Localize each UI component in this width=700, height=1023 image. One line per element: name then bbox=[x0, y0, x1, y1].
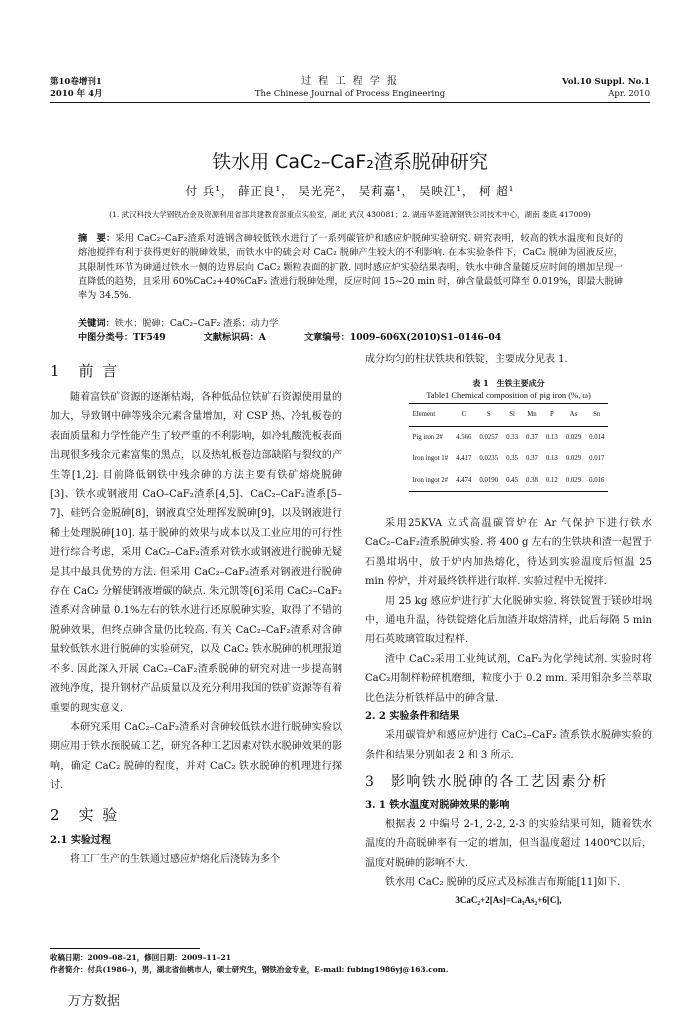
table-1-cell: 0.017 bbox=[589, 455, 605, 463]
table-1-cell: 4.474 bbox=[452, 470, 475, 492]
header-volume-cn: 第10卷增刊1 bbox=[50, 77, 102, 87]
table-1-cell: 4.566 bbox=[456, 433, 472, 441]
table-1 bbox=[409, 403, 609, 492]
header-volume-en: Vol.10 Suppl. No.1 bbox=[562, 77, 650, 87]
table-1-cell: 0.12 bbox=[542, 470, 562, 492]
footnote-received: 收稿日期：2009–08–21，修回日期：2009–11–21 bbox=[50, 953, 231, 962]
right-column bbox=[365, 350, 652, 907]
paragraph-reagents: 渣中 CaC₂采用工业纯试剂，CaF₂为化学纯试剂. 实验时将 CaC₂用制样粉碎机磨细，粒度小于 0.2 mm. 采用钼杂多兰萃取比色法分析铁样品中的砷含量. bbox=[365, 653, 652, 704]
table-1-row bbox=[409, 448, 609, 469]
table-1-header-cell: Si bbox=[502, 404, 522, 426]
authors: 付 兵¹， 薛正良¹， 吴光亮²， 吴莉嘉¹， 吴映江¹， 柯 超¹ bbox=[185, 184, 515, 198]
section-3-1-title: 3. 1 铁水温度对脱砷效果的影响 bbox=[365, 799, 510, 811]
section-1-paragraph-1: 随着富铁矿资源的逐渐枯竭，各种低品位铁矿石资源使用量的加大，导致钢中砷等残余元素含量增加，对 CSP 热、冷轧板卷的表面质量和力学性能产生了较严重的不利影响，如冷轧酸洗板表面出现很多残余元素富集的黑点，以及热轧板卷边部缺陷与裂纹的产生等[1,2]. 目前降低钢铁中残余砷的方法主要有铁矿熔烧脱砷[3]、铁水或钢液用 CaO–CaF₂渣系[4,5]、CaC₂–CaF₂渣系[5–7]、硅钙合金脱砷[8]，钢液真空处理挥发脱砷[9]，以及钢液进行稀土处理脱砷[10]. 基于脱砷的效果与成本以及工业应用的可行性进行综合考虑，采用 CaC₂–CaF₂渣系对铁水或钢液进行脱砷无疑是其中最具优势的方法. 但采用 CaC₂–CaF₂渣系对钢液进行脱砷存在 CaC₂ 分解使钢液增碳的缺点. 朱元凯等[6]采用 CaC₂–CaF₂渣系对含砷量 0.1%左右的铁水进行还原脱砷实验，取得了不错的脱砷效果，但终点砷含量仍比较高. 有关 CaC₂–CaF₂渣系对含砷量较低铁水进行脱砷的实验研究，以及 CaC₂ 铁水脱砷的机理报道不多. 因此深入开展 CaC₂–CaF₂渣系脱砷的研究对进一步提高钢液纯净度，提升钢材产品质量以及充分利用我国的铁矿资源等有着重要的现实意义. bbox=[50, 392, 342, 714]
table-1-cell: Pig iron 2# bbox=[412, 433, 443, 441]
table-1-header-row bbox=[409, 404, 609, 426]
table-1-cell: 0.37 bbox=[526, 455, 538, 463]
table-1-header-cell: S bbox=[475, 404, 502, 426]
table-1-cell: 0.0190 bbox=[475, 470, 502, 492]
paragraph-carbon-tube-furnace: 采用25KVA 立式高温碳管炉在 Ar 气保护下进行铁水 CaC₂–CaF₂渣系脱砷实验. 将 400 g 左右的生铁块和渣一起置于石墨坩埚中，放于炉内加热熔化，待达到实验温度后恒温 25 min 停炉，并对最终铁样进行取样. 实验过程中无搅拌. bbox=[365, 518, 652, 588]
table-1-cell: Iron ingot 1# bbox=[412, 455, 449, 463]
table-1-cell: 0.014 bbox=[589, 433, 605, 441]
table-1-cell: 0.029 bbox=[565, 433, 582, 441]
clc-number: 中图分类号：TF549 bbox=[78, 332, 166, 343]
table-1-cell: 0.029 bbox=[565, 455, 582, 463]
keywords-label: 关键词： bbox=[78, 318, 115, 329]
left-column bbox=[50, 360, 342, 869]
table-1-cell: 0.0235 bbox=[479, 455, 499, 463]
table-1-header-cell: Element bbox=[409, 404, 453, 426]
table-1-cell: 0.016 bbox=[585, 470, 608, 492]
table-1-title-en: Table1 Chemical composition of pig iron (%, ω) bbox=[426, 390, 591, 401]
section-1-paragraph-2: 本研究采用 CaC₂–CaF₂渣系对含砷较低铁水进行脱砷实验以期应用于铁水预脱硫工艺，研究各种工艺因素对铁水脱砷效果的影响，确定 CaC₂ 脱砷的程度，并对 CaC₂ 铁水脱砷的机理进行探讨. bbox=[50, 721, 342, 792]
equation-1: 3CaC₂+2[As]=Ca₃As₂+6[C], bbox=[455, 894, 562, 905]
table-1-cell: 0.37 bbox=[526, 433, 538, 441]
paragraph-conditions: 采用碳管炉和感应炉进行 CaC₂–CaF₂ 渣系铁水脱砷实验的条件和结果分别如表 2 和 3 所示. bbox=[365, 730, 652, 761]
table-1-cell: 0.33 bbox=[506, 433, 518, 441]
paragraph-reaction: 铁水用 CaC₂ 脱砷的反应式及标准吉布斯能[11]如下. bbox=[385, 877, 621, 889]
table-1-cell: 0.13 bbox=[545, 433, 558, 441]
section-2-1-title: 2.1 实验过程 bbox=[50, 834, 111, 846]
table-1-header-cell: As bbox=[562, 404, 585, 426]
paragraph-induction-furnace: 用 25 kg 感应炉进行扩大化脱砷实验. 将铁锭置于镁砂坩埚中，通电升温，待铁锭熔化后加渣并取熔清样，此后每隔 5 min 用石英玻璃管取过程样. bbox=[365, 595, 652, 646]
header-journal-cn: 过 程 工 程 学 报 bbox=[301, 76, 399, 87]
table-1-cell: 0.35 bbox=[506, 455, 518, 463]
table-1-cell: 0.38 bbox=[522, 470, 542, 492]
section-2-title: 2 实 验 bbox=[50, 805, 120, 824]
table-1-cell: 0.45 bbox=[502, 470, 522, 492]
table-1-row bbox=[409, 426, 609, 448]
table-1-row bbox=[409, 470, 609, 492]
table-1-header-cell: Mn bbox=[522, 404, 542, 426]
section-2-1-paragraph: 将工厂生产的生铁通过感应炉熔化后浇铸为多个 bbox=[70, 853, 280, 865]
paragraph-temperature-effect: 根据表 2 中编号 2-1, 2-2, 2-3 的实验结果可知，随着铁水温度的升高脱砷率有一定的增加，但当温度超过 1400℃以后，温度对脱砷的影响不大. bbox=[365, 818, 652, 869]
table-1-title-cn: 表 1 生铁主要成分 bbox=[472, 378, 545, 389]
abstract bbox=[78, 232, 623, 303]
table-1-cell: 0.13 bbox=[545, 455, 558, 463]
table-1-header-cell: C bbox=[452, 404, 475, 426]
classification bbox=[78, 331, 623, 345]
watermark-wanfang: 万方数据 bbox=[68, 994, 121, 1009]
keywords bbox=[78, 317, 623, 331]
abstract-label: 摘 要： bbox=[78, 233, 116, 244]
article-number: 文章编号：1009–606X(2010)S1–0146–04 bbox=[303, 332, 502, 343]
table-1-cell: Iron ingot 2# bbox=[409, 470, 453, 492]
footnote-author-bio: 作者简介：付兵(1986–)，男，湖北省仙桃市人，硕士研究生，钢铁冶金专业，E-mail: fubing1986yj@163.com. bbox=[50, 965, 449, 974]
footnote-rule bbox=[50, 948, 200, 949]
section-3-title: 3 影响铁水脱砷的各工艺因素分析 bbox=[365, 773, 608, 790]
header-date-en: Apr. 2010 bbox=[608, 89, 650, 99]
document-code: 文献标识码：A bbox=[203, 332, 266, 343]
header-date-cn: 2010 年 4月 bbox=[50, 89, 103, 99]
continued-paragraph: 成分均匀的柱状铁块和铁锭，主要成分见表 1. bbox=[365, 354, 568, 365]
paper-title: 铁水用 CaC₂–CaF₂渣系脱砷研究 bbox=[212, 151, 488, 173]
table-1-cell: 0.0257 bbox=[479, 433, 499, 441]
header-rule bbox=[50, 102, 650, 103]
keywords-text: 铁水；脱砷；CaC₂–CaF₂ 渣系；动力学 bbox=[114, 318, 279, 329]
table-1-cell: 4.417 bbox=[456, 455, 472, 463]
header-journal-en: The Chinese Journal of Process Engineering bbox=[254, 89, 446, 99]
abstract-text: 采用 CaC₂–CaF₂渣系对涟钢含砷较低铁水进行了一系列碳管炉和感应炉脱砷实验研究. 研究表明，较高的铁水温度和良好的熔池搅拌有利于获得更好的脱砷效果，而铁水中的硫会对 CaC₂ 脱砷产生较大的不利影响. 在本实验条件下，CaC₂ 脱砷为固液反应，其限制性环节为砷通过铁水一侧的边界层向 CaC₂ 颗粒表面的扩散. 同时感应炉实验结果表明，铁水中砷含量随反应时间的增加呈现一直降低的趋势，且采用 60%CaC₂+40%CaF₂ 渣进行脱砷处理，反应时间 15~20 min 时，砷含量最低可降至 0.019%，即最大脱砷率为 34.5%. bbox=[78, 233, 624, 302]
section-2-2-title: 2. 2 实验条件和结果 bbox=[365, 711, 460, 723]
section-1-title: 1 前 言 bbox=[50, 362, 120, 380]
table-1-header-cell: Sn bbox=[585, 404, 608, 426]
affiliation: (1. 武汉科技大学钢铁冶金及资源利用省部共建教育部重点实验室，湖北 武汉 430081；2. 湖南华菱涟源钢铁公司技术中心，湖南 娄底 417009) bbox=[109, 210, 591, 219]
table-1-cell: 0.029 bbox=[562, 470, 585, 492]
table-1-header-cell: P bbox=[542, 404, 562, 426]
